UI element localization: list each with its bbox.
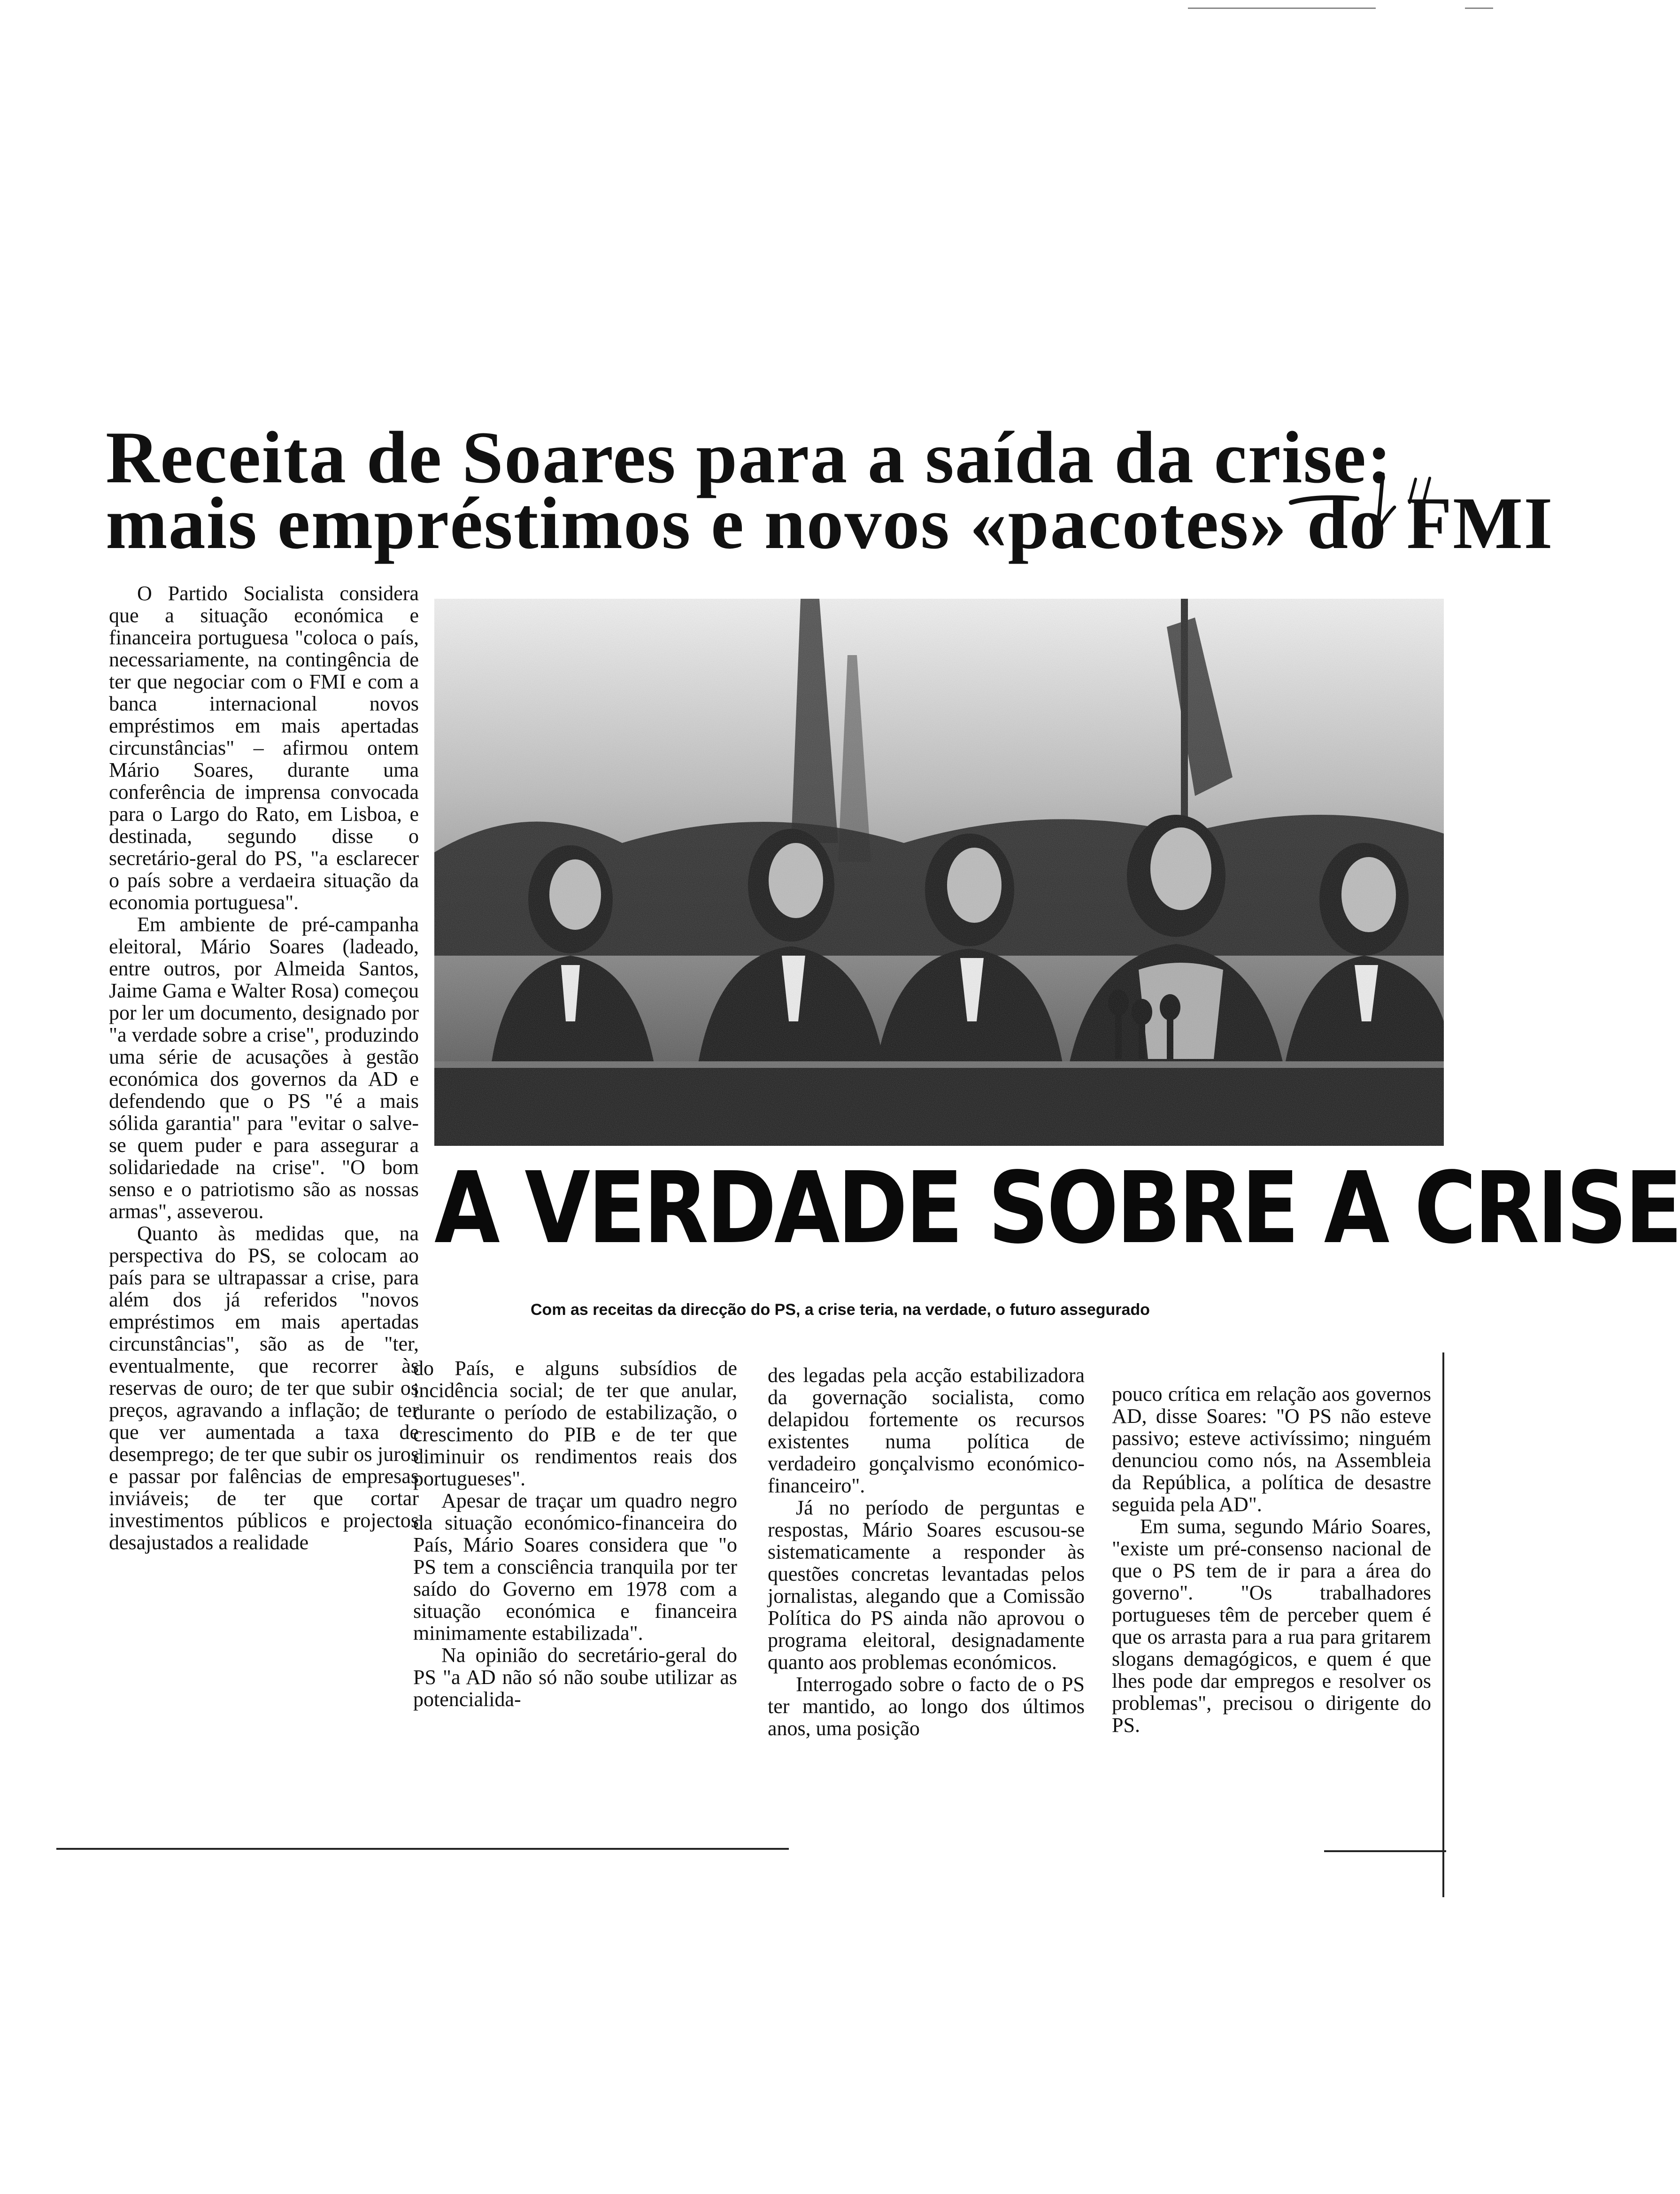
headline	[106, 417, 1554, 564]
article-column-4	[1112, 1383, 1431, 1736]
article-column-2	[413, 1357, 737, 1710]
right-edge-rule	[1442, 1352, 1444, 1897]
article-column-1	[109, 582, 419, 1553]
column-3-paragraph-2: Já no período de perguntas e respostas, Mário Soares escusou-se sistematicamente a responder às questões concretas levantadas pelos jornalistas, alegando que a Comissão Política do PS ainda não aprovou o programa eleitoral, designadamente quanto aos problemas económicos.	[768, 1496, 1085, 1674]
headline-line-1: Receita de Soares para a saída da crise:	[106, 417, 1393, 499]
column-1-paragraph-1: O Partido Socialista considera que a situação económica e financeira portuguesa "coloca o país, necessariamente, na contingência de ter que negociar com o FMI e com a banca internacional novos empréstimos em mais apertadas circunstâncias" – afirmou ontem Mário Soares, durante uma conferência de imprensa convocada para o Largo do Rato, em Lisboa, e destinada, segundo disse o secretário-geral do PS, "a esclarecer o país sobre a verdaeira situação da economia portuguesa".	[109, 582, 419, 914]
column-1-paragraph-3: Quanto às medidas que, na perspectiva do PS, se colocam ao país para se ultrapassar a crise, para além dos já referidos "novos empréstimos em mais apertadas circunstâncias", são as de "ter, eventualmente, que recorrer às reservas de ouro; de ter que subir os preços, agravando a inflação; de ter que ver aumentada a taxa de desemprego; de ter que subir os juros e passar por falências de empresas inviáveis; de ter que cortar investimentos públicos e projectos desajustados a realidade	[109, 1222, 419, 1554]
press-conference-photo	[434, 599, 1444, 1146]
column-4-paragraph-2: Em suma, segundo Mário Soares, "existe um pré-consenso nacional de que o PS tem de ir para a área do governo". "Os trabalhadores portugueses têm de perceber quem é que os arrasta para a rua para gritarem slogans demagógicos, e quem é que lhes pode dar empregos e resolver os problemas", precisou o dirigente do PS.	[1112, 1515, 1431, 1737]
column-2-paragraph-2: Apesar de traçar um quadro negro da situação económico-financeira do País, Mário Soares considera que "o PS tem a consciência tranquila por ter saído do Governo em 1978 com a situação económica e financeira minimamente estabilizada".	[413, 1489, 737, 1645]
bottom-rule-right	[1324, 1850, 1446, 1852]
column-4-paragraph-1: pouco crítica em relação aos governos AD, disse Soares: "O PS não esteve passivo; esteve activíssimo; ninguém denunciou como nós, na Assembleia da República, a política de desastre seguida pela AD".	[1112, 1383, 1431, 1516]
column-3-paragraph-1: des legadas pela acção estabilizadora da governação socialista, como delapidou fortemente os recursos existentes numa política de verdadeiro gonçalvismo económico-financeiro".	[768, 1364, 1085, 1497]
top-scan-mark	[1188, 8, 1376, 9]
article-column-3	[768, 1364, 1085, 1739]
photo-caption: Com as receitas da direcção do PS, a crise teria, na verdade, o futuro assegurado	[531, 1301, 1150, 1319]
handwritten-mark-icon	[1287, 470, 1446, 531]
column-3-paragraph-3: Interrogado sobre o facto de o PS ter mantido, ao longo dos últimos anos, uma posição	[768, 1673, 1085, 1740]
top-scan-mark-right	[1465, 8, 1493, 9]
headline-line-2: mais empréstimos e novos «pacotes» do FMI	[106, 482, 1554, 564]
column-1-paragraph-2: Em ambiente de pré-campanha eleitoral, Mário Soares (ladeado, entre outros, por Almeida Santos, Jaime Gama e Walter Rosa) começou por ler um documento, designado por "a verdade sobre a crise", produzindo uma série de acusações à gestão económica dos governos da AD e defendendo que o PS "é a mais sólida garantia" para "evitar o salve-se quem puder e para assegurar a solidariedade na crise". "O bom senso e o patriotismo são as nossas armas", asseverou.	[109, 913, 419, 1223]
banner-text: A VERDADE SOBRE A CRISE	[434, 1151, 1680, 1266]
bottom-rule-left	[56, 1848, 789, 1850]
column-2-paragraph-1: do País, e alguns subsídios de incidência social; de ter que anular, durante o período de estabilização, o crescimento do PIB e de ter que diminuir os rendimentos reais dos portugueses".	[413, 1357, 737, 1490]
column-2-paragraph-3: Na opinião do secretário-geral do PS "a AD não só não soube utilizar as potencialida-	[413, 1644, 737, 1711]
banner	[434, 1151, 1680, 1266]
